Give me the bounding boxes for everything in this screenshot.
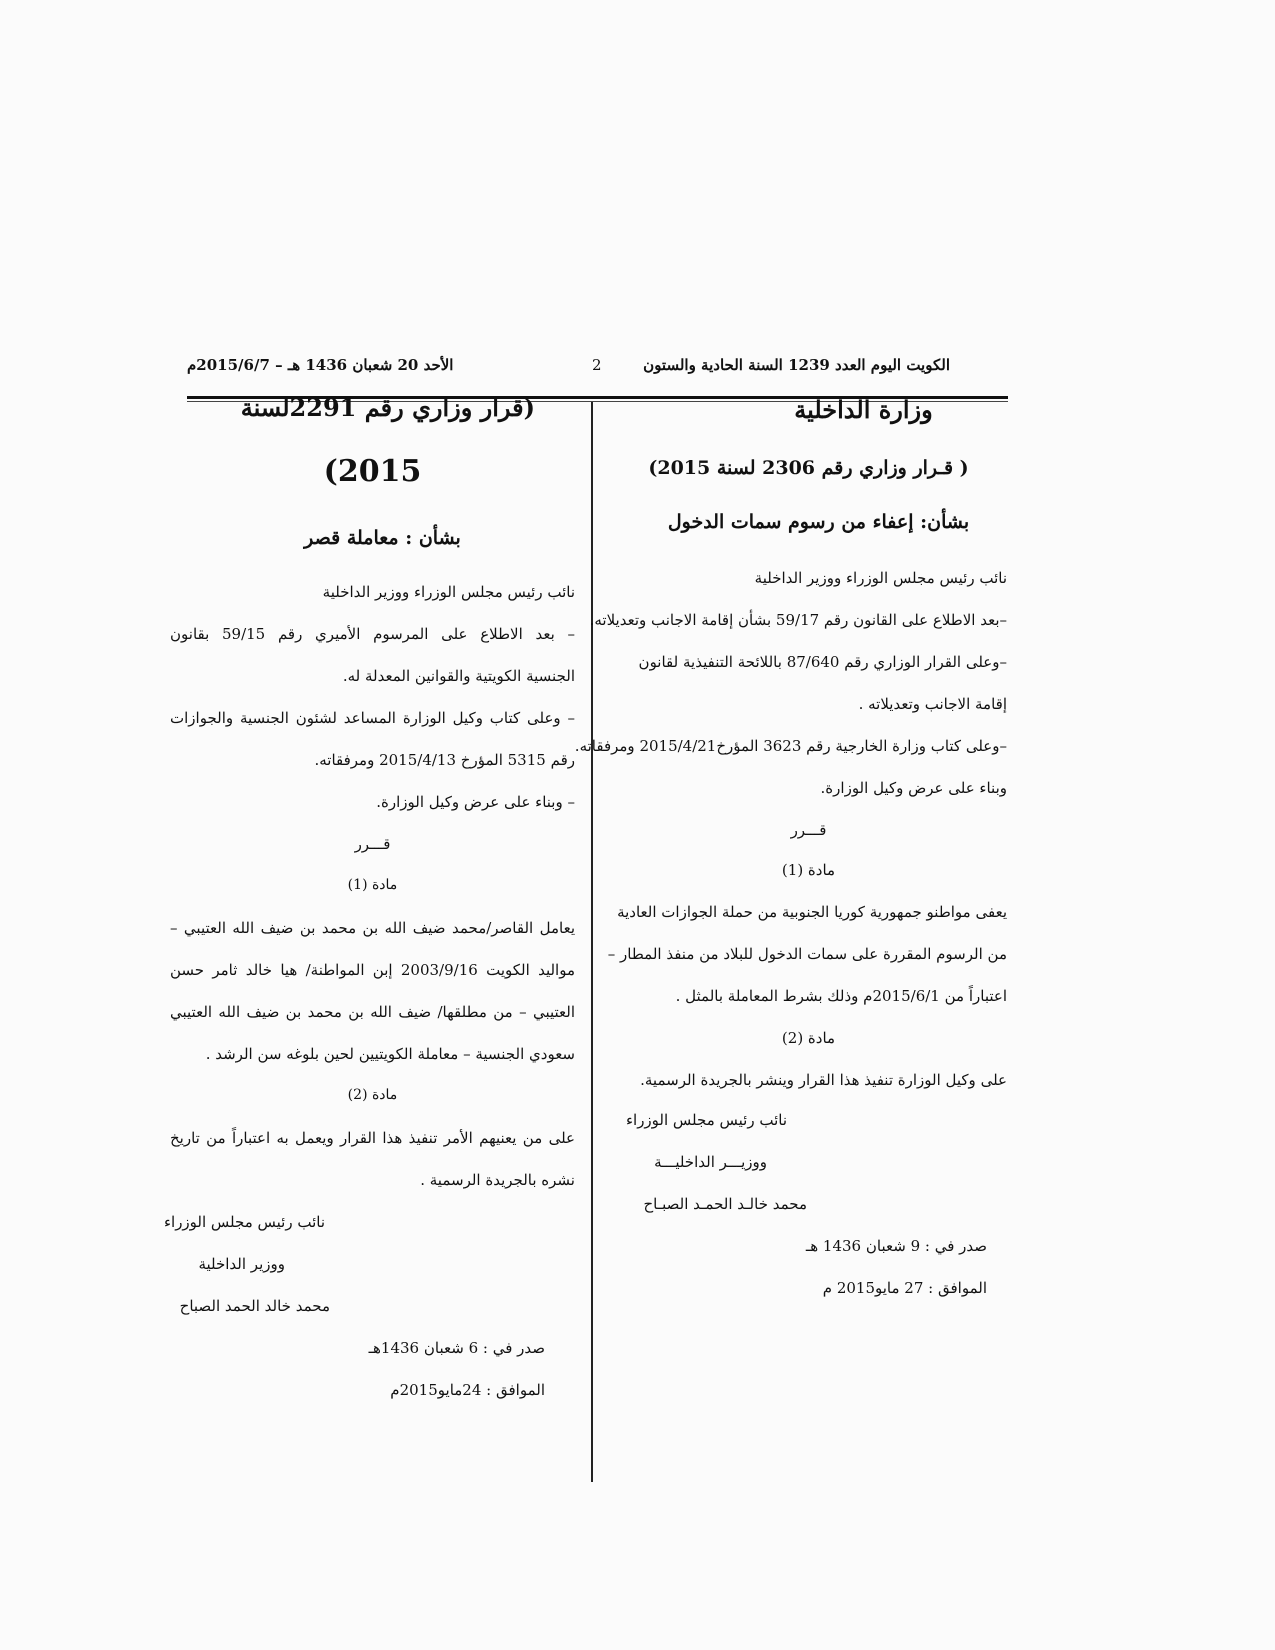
issue-info: الكويت اليوم العدد 1239 السنة الحادية والستون	[643, 356, 950, 374]
preamble-line: رقم 5315 المؤرخ 2015/4/13 ومرفقاته.	[314, 751, 575, 769]
issued-date: صدر في : 6 شعبان 1436هـ	[368, 1339, 545, 1357]
preamble-line: –وعلى القرار الوزاري رقم 87/640 باللائحة التنفيذية لقانون	[638, 653, 1007, 671]
decree-title: (قرار وزاري رقم 2291لسنة	[240, 393, 535, 422]
article-text-line: نشره بالجريدة الرسمية .	[420, 1171, 575, 1189]
decree-title-year: 2015)	[323, 454, 422, 489]
issue-date: الأحد 20 شعبان 1436 هـ – 2015/6/7م	[187, 356, 454, 374]
preamble-line: الجنسية الكويتية والقوانين المعدلة له.	[342, 667, 575, 685]
ministry-heading: وزارة الداخلية	[794, 395, 933, 424]
article-heading: مادة (1)	[781, 861, 836, 879]
decree-subject: بشأن : معاملة قصر	[304, 527, 461, 549]
signature-line: ووزيـــر الداخليـــة	[654, 1153, 767, 1171]
article-text-line: اعتباراً من 2015/6/1م وذلك بشرط المعاملة بالمثل .	[675, 987, 1007, 1005]
article-text-line: يعفى مواطنو جمهورية كوريا الجنوبية من حملة الجوازات العادية	[617, 903, 1007, 921]
signature-line: نائب رئيس مجلس الوزراء	[163, 1213, 325, 1231]
preamble-line: –وعلى كتاب وزارة الخارجية رقم 3623 المؤرخ2015/4/21 ومرفقاته.	[574, 737, 1007, 755]
decree-title: ( قـرار وزاري رقم 2306 لسنة 2015)	[648, 457, 969, 479]
preamble-line: إقامة الاجانب وتعديلاته .	[858, 695, 1007, 713]
article-text-line: يعامل القاصر/محمد ضيف الله بن محمد بن ضيف الله العتيبي –	[170, 919, 575, 937]
preamble-line: –بعد الاطلاع على القانون رقم 59/17 بشأن إقامة الاجانب وتعديلاته.	[589, 611, 1007, 629]
article-heading: مادة (2)	[347, 1087, 398, 1103]
preamble-line: وبناء على عرض وكيل الوزارة.	[820, 779, 1007, 797]
signature-name: محمد خالد الحمد الصباح	[179, 1297, 330, 1315]
article-text-line: على وكيل الوزارة تنفيذ هذا القرار وينشر بالجريدة الرسمية.	[640, 1071, 1007, 1089]
page-number: 2	[592, 356, 602, 374]
article-heading: مادة (1)	[347, 877, 398, 893]
page-header	[187, 356, 1008, 386]
decided-heading: قـــرر	[354, 835, 391, 853]
decided-heading: قـــرر	[790, 821, 827, 839]
signature-line: نائب رئيس مجلس الوزراء	[625, 1111, 787, 1129]
signature-name: محمد خالـد الحمـد الصبـاح	[643, 1195, 807, 1213]
preamble-line: – وعلى كتاب وكيل الوزارة المساعد لشئون الجنسية والجوازات	[170, 709, 575, 727]
issuer-line: نائب رئيس مجلس الوزراء ووزير الداخلية	[322, 583, 575, 601]
article-text-line: العتيبي – من مطلقها/ ضيف الله بن محمد بن ضيف الله العتيبي	[170, 1003, 575, 1021]
signature-line: ووزير الداخلية	[198, 1255, 285, 1273]
article-text-line: مواليد الكويت 2003/9/16 إبن المواطنة/ هيا خالد ثامر حسن	[170, 961, 575, 979]
article-text-line: سعودي الجنسية – معاملة الكويتيين لحين بلوغه سن الرشد .	[205, 1045, 575, 1063]
article-text-line: من الرسوم المقررة على سمات الدخول للبلاد من منفذ المطار –	[607, 945, 1007, 963]
article-text-line: على من يعنيهم الأمر تنفيذ هذا القرار ويعمل به اعتباراً من تاريخ	[170, 1129, 575, 1147]
decree-subject: بشأن: إعفاء من رسوم سمات الدخول	[667, 511, 970, 533]
issued-date: صدر في : 9 شعبان 1436 هـ	[805, 1237, 987, 1255]
corresponding-date: الموافق : 24مايو2015م	[390, 1381, 545, 1399]
column-divider	[591, 402, 593, 1482]
issuer-line: نائب رئيس مجلس الوزراء ووزير الداخلية	[754, 569, 1007, 587]
preamble-line: – بعد الاطلاع على المرسوم الأميري رقم 59/15 بقانون	[170, 625, 575, 643]
article-heading: مادة (2)	[781, 1029, 836, 1047]
preamble-line: – وبناء على عرض وكيل الوزارة.	[376, 793, 575, 811]
corresponding-date: الموافق : 27 مايو2015 م	[822, 1279, 987, 1297]
